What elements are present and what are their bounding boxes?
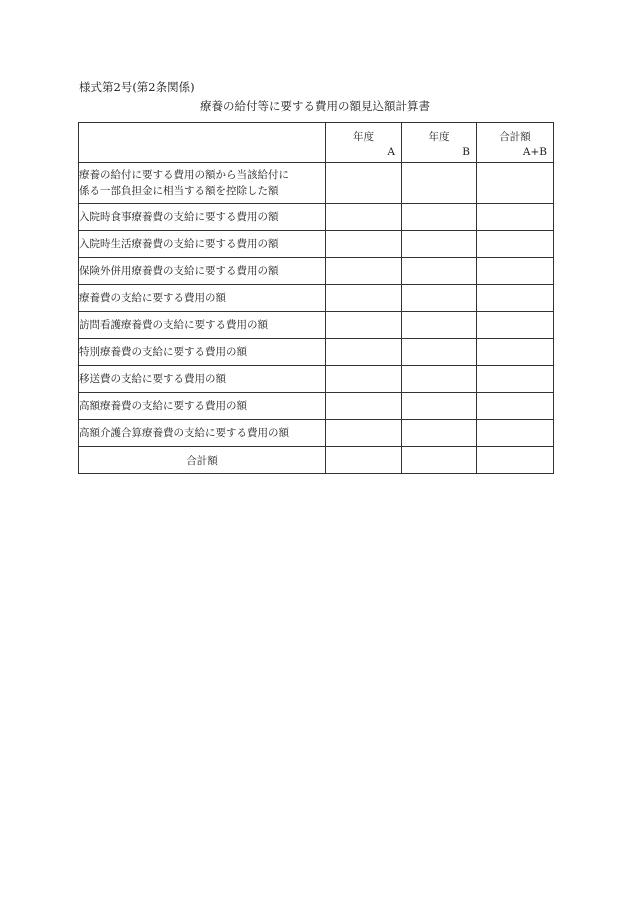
total-cell-total[interactable] bbox=[477, 447, 554, 474]
form-number: 様式第2号(第2条関係) bbox=[79, 80, 195, 94]
header-year-b-code: B bbox=[462, 146, 470, 158]
row-label-line-2: 係る一部負担金に相当する額を控除した額 bbox=[79, 185, 279, 197]
value-cell-a[interactable] bbox=[326, 312, 402, 339]
table-row bbox=[79, 285, 554, 312]
table-row bbox=[79, 393, 554, 420]
header-year-b-label: 年度 bbox=[428, 131, 450, 143]
value-cell-total[interactable] bbox=[477, 339, 554, 366]
total-cell-b[interactable] bbox=[402, 447, 477, 474]
value-cell-b[interactable] bbox=[402, 231, 477, 258]
table-row bbox=[79, 366, 554, 393]
row-label: 入院時生活療養費の支給に要する費用の額 bbox=[79, 231, 326, 258]
value-cell-a[interactable] bbox=[326, 339, 402, 366]
value-cell-a[interactable] bbox=[326, 231, 402, 258]
header-item bbox=[79, 123, 326, 163]
row-label: 高額療養費の支給に要する費用の額 bbox=[79, 393, 326, 420]
header-total bbox=[477, 123, 554, 163]
value-cell-total[interactable] bbox=[477, 258, 554, 285]
value-cell-total[interactable] bbox=[477, 312, 554, 339]
header-total-code: A+B bbox=[522, 146, 547, 158]
value-cell-b[interactable] bbox=[402, 312, 477, 339]
value-cell-a[interactable] bbox=[326, 420, 402, 447]
header-year-a bbox=[326, 123, 402, 163]
row-label-line-1: 療養の給付に要する費用の額から当該給付に bbox=[79, 169, 289, 181]
table-row bbox=[79, 258, 554, 285]
header-year-a-label: 年度 bbox=[353, 131, 374, 143]
value-cell-a[interactable] bbox=[326, 163, 402, 204]
value-cell-b[interactable] bbox=[402, 420, 477, 447]
value-cell-total[interactable] bbox=[477, 204, 554, 231]
value-cell-a[interactable] bbox=[326, 204, 402, 231]
row-label: 療養費の支給に要する費用の額 bbox=[79, 285, 326, 312]
header-year-b bbox=[402, 123, 477, 163]
value-cell-b[interactable] bbox=[402, 258, 477, 285]
value-cell-b[interactable] bbox=[402, 285, 477, 312]
header-year-a-code: A bbox=[387, 146, 395, 158]
row-label bbox=[79, 163, 326, 204]
header-row bbox=[79, 123, 554, 163]
table-row bbox=[79, 339, 554, 366]
value-cell-total[interactable] bbox=[477, 163, 554, 204]
value-cell-total[interactable] bbox=[477, 420, 554, 447]
table-row bbox=[79, 204, 554, 231]
value-cell-a[interactable] bbox=[326, 393, 402, 420]
value-cell-a[interactable] bbox=[326, 366, 402, 393]
value-cell-b[interactable] bbox=[402, 204, 477, 231]
table-row bbox=[79, 231, 554, 258]
value-cell-total[interactable] bbox=[477, 285, 554, 312]
table-row bbox=[79, 420, 554, 447]
value-cell-total[interactable] bbox=[477, 393, 554, 420]
row-label: 入院時食事療養費の支給に要する費用の額 bbox=[79, 204, 326, 231]
value-cell-b[interactable] bbox=[402, 366, 477, 393]
total-cell-a[interactable] bbox=[326, 447, 402, 474]
table-row bbox=[79, 312, 554, 339]
value-cell-b[interactable] bbox=[402, 163, 477, 204]
estimate-table bbox=[78, 122, 554, 474]
value-cell-b[interactable] bbox=[402, 339, 477, 366]
table-row bbox=[79, 163, 554, 204]
value-cell-b[interactable] bbox=[402, 393, 477, 420]
value-cell-total[interactable] bbox=[477, 231, 554, 258]
row-label: 高額介護合算療養費の支給に要する費用の額 bbox=[79, 420, 326, 447]
total-row bbox=[79, 447, 554, 474]
document-title: 療養の給付等に要する費用の額見込額計算書 bbox=[200, 99, 430, 113]
row-label: 保険外併用療養費の支給に要する費用の額 bbox=[79, 258, 326, 285]
total-label: 合計額 bbox=[79, 447, 326, 474]
value-cell-a[interactable] bbox=[326, 285, 402, 312]
header-total-label: 合計額 bbox=[499, 131, 531, 143]
row-label: 移送費の支給に要する費用の額 bbox=[79, 366, 326, 393]
row-label: 訪問看護療養費の支給に要する費用の額 bbox=[79, 312, 326, 339]
value-cell-a[interactable] bbox=[326, 258, 402, 285]
value-cell-total[interactable] bbox=[477, 366, 554, 393]
row-label: 特別療養費の支給に要する費用の額 bbox=[79, 339, 326, 366]
